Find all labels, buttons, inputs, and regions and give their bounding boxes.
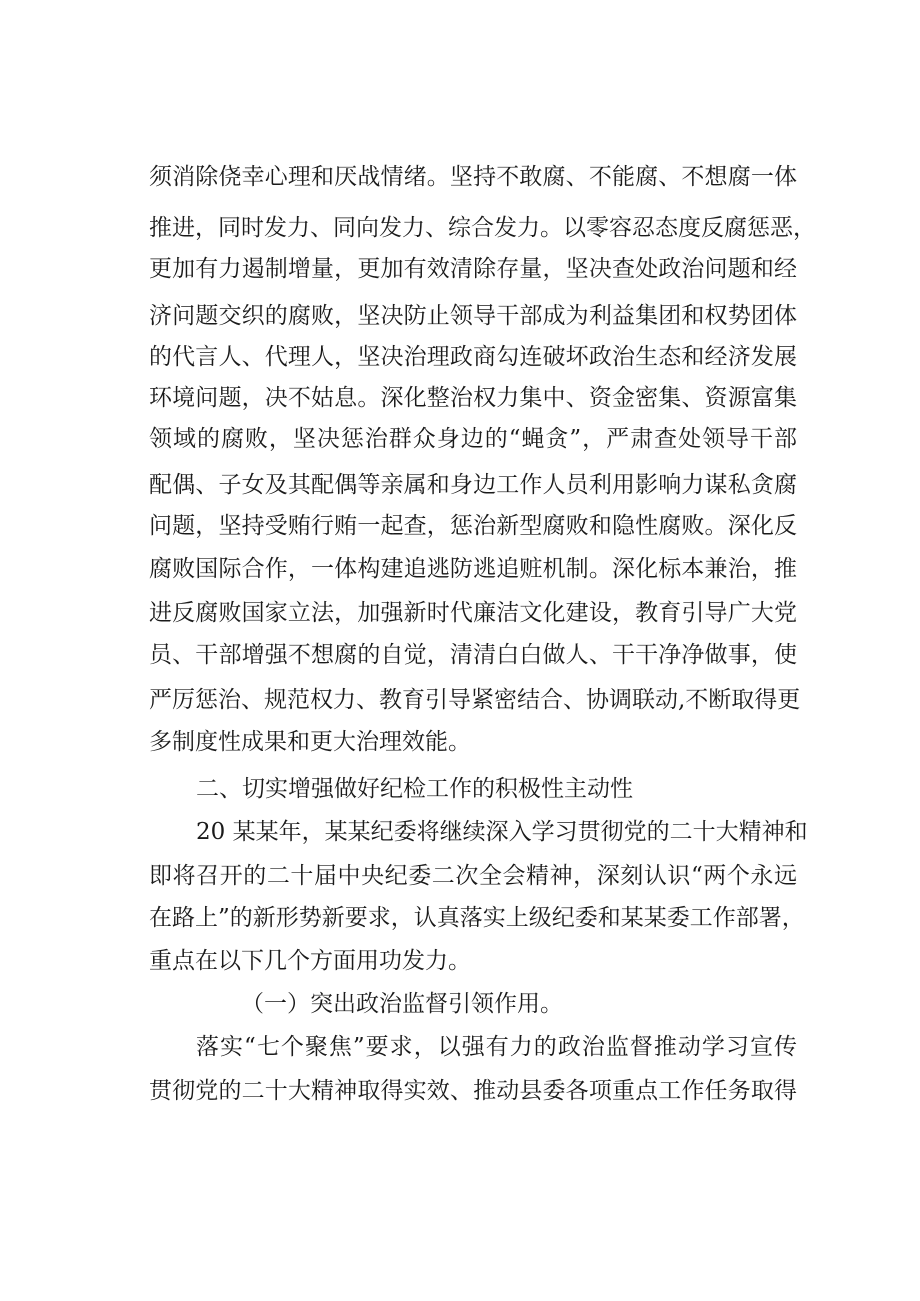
- text-line: 在路上”的新形势新要求，认真落实上级纪委和某某委工作部署，: [149, 905, 805, 931]
- text-line: 严厉惩治、规范权力、教育引导紧密结合、协调联动,不断取得更: [149, 687, 801, 713]
- text-line: 多制度性成果和更大治理效能。: [149, 729, 471, 755]
- text-line: 20 某某年，某某纪委将继续深入学习贯彻党的二十大精神和: [196, 819, 808, 845]
- text-line: 环境问题，决不姑息。深化整治权力集中、资金密集、资源富集: [149, 385, 797, 411]
- text-line: 进反腐败国家立法，加强新时代廉洁文化建设，教育引导广大党: [149, 600, 797, 626]
- subsection-heading: （一）突出政治监督引领作用。: [241, 991, 563, 1017]
- text-line: 济问题交织的腐败，坚决防止领导干部成为利益集团和权势团体: [149, 303, 797, 329]
- text-line: 腐败国际合作，一体构建追逃防逃追赃机制。深化标本兼治，推: [149, 556, 797, 582]
- section-heading: 二、切实增强做好纪检工作的积极性主动性: [196, 776, 633, 802]
- text-line: 重点在以下几个方面用功发力。: [149, 948, 471, 974]
- text-line: 更加有力遏制增量，更加有效清除存量，坚决查处政治问题和经: [149, 256, 797, 282]
- text-line: 的代言人、代理人，坚决治理政商勾连破坏政治生态和经济发展: [149, 344, 797, 370]
- text-line: 推进，同时发力、同向发力、综合发力。以零容忍态度反腐惩恶，: [149, 215, 816, 241]
- text-line: 员、干部增强不想腐的自觉，清清白白做人、干干净净做事，使: [149, 642, 797, 668]
- text-line: 落实“七个聚焦”要求，以强有力的政治监督推动学习宣传: [196, 1034, 797, 1060]
- text-line: 配偶、子女及其配偶等亲属和身边工作人员利用影响力谋私贪腐: [149, 472, 797, 498]
- text-line: 问题，坚持受贿行贿一起查，惩治新型腐败和隐性腐败。深化反: [149, 513, 797, 539]
- text-line: 贯彻党的二十大精神取得实效、推动县委各项重点工作任务取得: [149, 1078, 797, 1104]
- text-line: 须消除侥幸心理和厌战情绪。坚持不敢腐、不能腐、不想腐一体: [149, 164, 797, 190]
- text-line: 即将召开的二十届中央纪委二次全会精神，深刻认识“两个永远: [149, 863, 797, 889]
- text-line: 领域的腐败，坚决惩治群众身边的“蝇贪”，严肃查处领导干部: [149, 426, 797, 452]
